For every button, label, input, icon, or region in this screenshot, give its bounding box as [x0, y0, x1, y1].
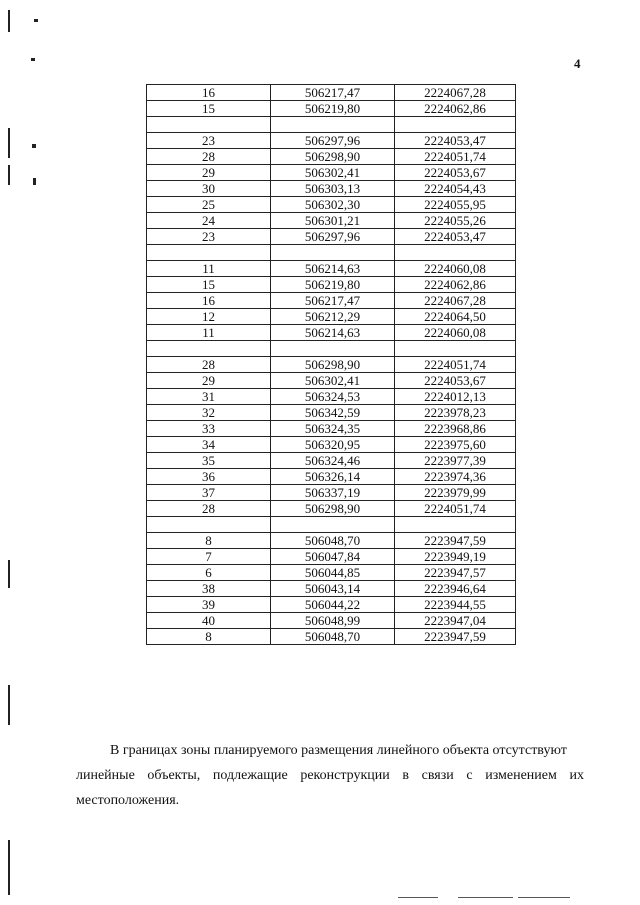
x-coordinate-cell: 506047,84: [271, 549, 395, 565]
empty-cell: [271, 341, 395, 357]
y-coordinate-cell: 2223977,39: [395, 453, 516, 469]
x-coordinate-cell: 506048,70: [271, 533, 395, 549]
x-coordinate-cell: 506302,41: [271, 373, 395, 389]
point-number-cell: 25: [147, 197, 271, 213]
point-number-cell: 38: [147, 581, 271, 597]
x-coordinate-cell: 506298,90: [271, 357, 395, 373]
table-row: [147, 533, 516, 549]
point-number-cell: 15: [147, 101, 271, 117]
y-coordinate-cell: 2224054,43: [395, 181, 516, 197]
table-row: [147, 485, 516, 501]
separator-row: [147, 341, 516, 357]
point-number-cell: 32: [147, 405, 271, 421]
table-row: [147, 85, 516, 101]
y-coordinate-cell: 2223944,55: [395, 597, 516, 613]
x-coordinate-cell: 506044,22: [271, 597, 395, 613]
x-coordinate-cell: 506302,41: [271, 165, 395, 181]
y-coordinate-cell: 2223947,59: [395, 533, 516, 549]
footer-line: [398, 897, 438, 898]
x-coordinate-cell: 506217,47: [271, 293, 395, 309]
table-row: [147, 565, 516, 581]
y-coordinate-cell: 2224053,47: [395, 133, 516, 149]
y-coordinate-cell: 2224053,47: [395, 229, 516, 245]
x-coordinate-cell: 506301,21: [271, 213, 395, 229]
y-coordinate-cell: 2224060,08: [395, 325, 516, 341]
x-coordinate-cell: 506324,53: [271, 389, 395, 405]
y-coordinate-cell: 2224055,95: [395, 197, 516, 213]
x-coordinate-cell: 506337,19: [271, 485, 395, 501]
empty-cell: [395, 517, 516, 533]
footer-line: [458, 897, 513, 898]
table-row: [147, 309, 516, 325]
y-coordinate-cell: 2224062,86: [395, 277, 516, 293]
point-number-cell: 24: [147, 213, 271, 229]
x-coordinate-cell: 506219,80: [271, 277, 395, 293]
empty-cell: [147, 117, 271, 133]
y-coordinate-cell: 2223947,57: [395, 565, 516, 581]
y-coordinate-cell: 2224067,28: [395, 293, 516, 309]
table-row: [147, 373, 516, 389]
table-row: [147, 325, 516, 341]
note-line-1: В границах зоны планируемого размещения линейного объекта отсутствуют: [110, 743, 567, 758]
y-coordinate-cell: 2224051,74: [395, 149, 516, 165]
y-coordinate-cell: 2223947,04: [395, 613, 516, 629]
y-coordinate-cell: 2224012,13: [395, 389, 516, 405]
table-row: [147, 405, 516, 421]
x-coordinate-cell: 506342,59: [271, 405, 395, 421]
point-number-cell: 11: [147, 261, 271, 277]
empty-cell: [271, 517, 395, 533]
x-coordinate-cell: 506212,29: [271, 309, 395, 325]
y-coordinate-cell: 2224053,67: [395, 373, 516, 389]
x-coordinate-cell: 506214,63: [271, 325, 395, 341]
y-coordinate-cell: 2224053,67: [395, 165, 516, 181]
point-number-cell: 39: [147, 597, 271, 613]
table-row: [147, 357, 516, 373]
x-coordinate-cell: 506303,13: [271, 181, 395, 197]
y-coordinate-cell: 2223968,86: [395, 421, 516, 437]
margin-mark: [8, 685, 10, 725]
x-coordinate-cell: 506298,90: [271, 149, 395, 165]
y-coordinate-cell: 2223979,99: [395, 485, 516, 501]
point-number-cell: 15: [147, 277, 271, 293]
y-coordinate-cell: 2224062,86: [395, 101, 516, 117]
y-coordinate-cell: 2224051,74: [395, 357, 516, 373]
margin-mark: [8, 128, 10, 158]
x-coordinate-cell: 506302,30: [271, 197, 395, 213]
point-number-cell: 33: [147, 421, 271, 437]
table-row: [147, 421, 516, 437]
empty-cell: [395, 117, 516, 133]
x-coordinate-cell: 506048,70: [271, 629, 395, 645]
table-row: [147, 597, 516, 613]
empty-cell: [395, 245, 516, 261]
table-row: [147, 453, 516, 469]
table-row: [147, 581, 516, 597]
table-row: [147, 613, 516, 629]
margin-mark: [8, 840, 10, 895]
x-coordinate-cell: 506297,96: [271, 229, 395, 245]
y-coordinate-cell: 2224055,26: [395, 213, 516, 229]
table-row: [147, 165, 516, 181]
point-number-cell: 23: [147, 133, 271, 149]
empty-cell: [271, 245, 395, 261]
point-number-cell: 29: [147, 165, 271, 181]
y-coordinate-cell: 2223978,23: [395, 405, 516, 421]
margin-mark: [8, 10, 10, 32]
x-coordinate-cell: 506326,14: [271, 469, 395, 485]
empty-cell: [147, 245, 271, 261]
x-coordinate-cell: 506320,95: [271, 437, 395, 453]
point-number-cell: 16: [147, 85, 271, 101]
point-number-cell: 34: [147, 437, 271, 453]
footer-line: [518, 897, 570, 898]
table-row: [147, 181, 516, 197]
y-coordinate-cell: 2223946,64: [395, 581, 516, 597]
empty-cell: [147, 341, 271, 357]
table-row: [147, 277, 516, 293]
table-row: [147, 629, 516, 645]
margin-mark: [34, 19, 38, 22]
table-row: [147, 389, 516, 405]
margin-mark: [8, 560, 10, 588]
margin-mark: [33, 178, 36, 185]
separator-row: [147, 117, 516, 133]
table-row: [147, 101, 516, 117]
y-coordinate-cell: 2224051,74: [395, 501, 516, 517]
point-number-cell: 7: [147, 549, 271, 565]
coordinates-table: [146, 84, 516, 645]
point-number-cell: 23: [147, 229, 271, 245]
table-row: [147, 213, 516, 229]
y-coordinate-cell: 2224067,28: [395, 85, 516, 101]
point-number-cell: 28: [147, 501, 271, 517]
y-coordinate-cell: 2223947,59: [395, 629, 516, 645]
table-row: [147, 197, 516, 213]
separator-row: [147, 245, 516, 261]
table-row: [147, 149, 516, 165]
x-coordinate-cell: 506217,47: [271, 85, 395, 101]
y-coordinate-cell: 2223974,36: [395, 469, 516, 485]
x-coordinate-cell: 506044,85: [271, 565, 395, 581]
table-row: [147, 469, 516, 485]
point-number-cell: 16: [147, 293, 271, 309]
empty-cell: [147, 517, 271, 533]
y-coordinate-cell: 2223975,60: [395, 437, 516, 453]
x-coordinate-cell: 506324,35: [271, 421, 395, 437]
page-number: 4: [574, 56, 581, 71]
margin-mark: [32, 144, 36, 148]
y-coordinate-cell: 2224060,08: [395, 261, 516, 277]
separator-row: [147, 517, 516, 533]
empty-cell: [271, 117, 395, 133]
x-coordinate-cell: 506298,90: [271, 501, 395, 517]
table-row: [147, 229, 516, 245]
table-row: [147, 437, 516, 453]
point-number-cell: 12: [147, 309, 271, 325]
point-number-cell: 11: [147, 325, 271, 341]
point-number-cell: 8: [147, 629, 271, 645]
point-number-cell: 36: [147, 469, 271, 485]
point-number-cell: 8: [147, 533, 271, 549]
point-number-cell: 28: [147, 149, 271, 165]
point-number-cell: 37: [147, 485, 271, 501]
table-row: [147, 549, 516, 565]
x-coordinate-cell: 506219,80: [271, 101, 395, 117]
empty-cell: [395, 341, 516, 357]
coordinates-table-body: [147, 85, 516, 645]
point-number-cell: 6: [147, 565, 271, 581]
x-coordinate-cell: 506214,63: [271, 261, 395, 277]
y-coordinate-cell: 2224064,50: [395, 309, 516, 325]
x-coordinate-cell: 506048,99: [271, 613, 395, 629]
margin-mark: [31, 58, 35, 61]
point-number-cell: 30: [147, 181, 271, 197]
x-coordinate-cell: 506043,14: [271, 581, 395, 597]
point-number-cell: 29: [147, 373, 271, 389]
point-number-cell: 31: [147, 389, 271, 405]
table-row: [147, 293, 516, 309]
table-row: [147, 133, 516, 149]
x-coordinate-cell: 506324,46: [271, 453, 395, 469]
table-row: [147, 501, 516, 517]
point-number-cell: 35: [147, 453, 271, 469]
point-number-cell: 28: [147, 357, 271, 373]
margin-mark: [8, 165, 10, 185]
x-coordinate-cell: 506297,96: [271, 133, 395, 149]
table-row: [147, 261, 516, 277]
y-coordinate-cell: 2223949,19: [395, 549, 516, 565]
note-paragraph: [76, 738, 584, 813]
note-rest: линейные объекты, подлежащие реконструкции в связи с изменением их местоположения.: [76, 768, 584, 808]
point-number-cell: 40: [147, 613, 271, 629]
